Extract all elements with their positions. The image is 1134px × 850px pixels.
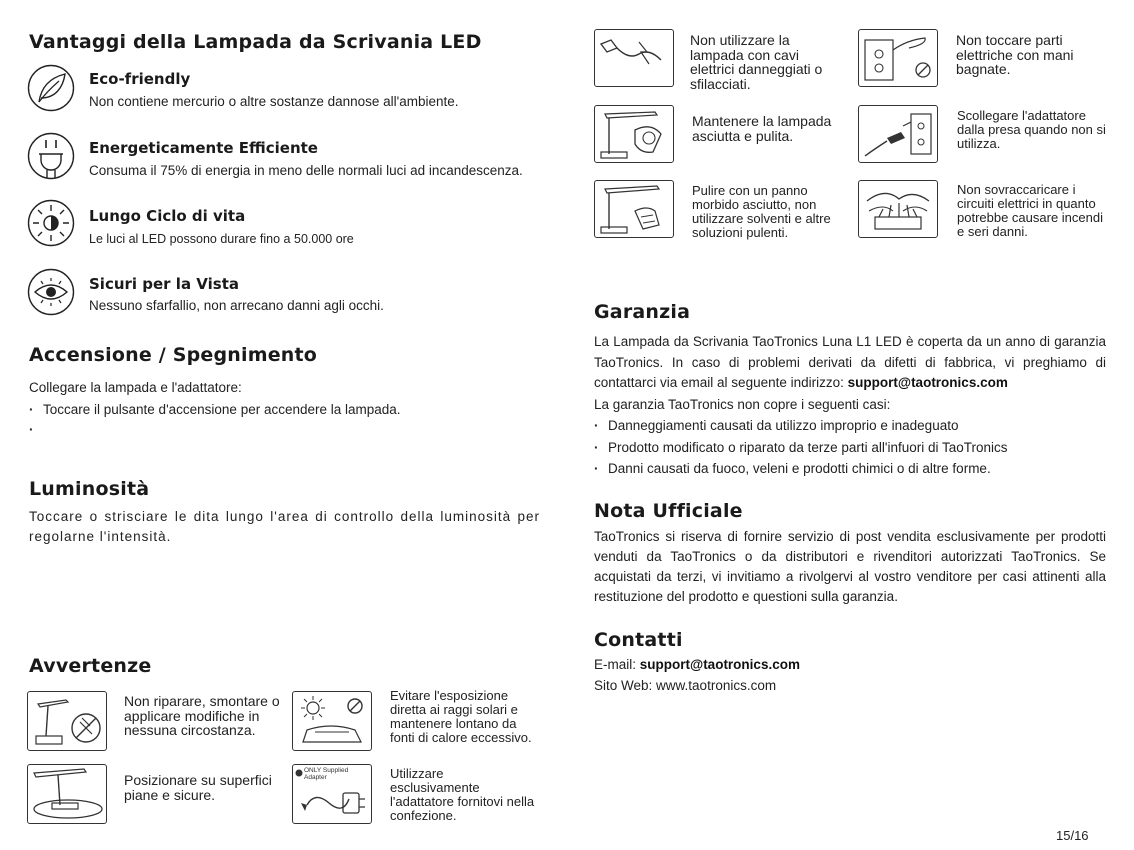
dry-lamp-icon [594,105,674,163]
page-number: 15/16 [1056,828,1089,843]
caution-text: Non toccare parti elettriche con mani bagnate. [956,32,1074,77]
leaf-icon [27,64,75,112]
benefits-title: Vantaggi della Lampada da Scrivania LED [29,31,482,53]
contacts-email-label: E-mail: [594,657,637,672]
power-intro: Collegare la lampada e l'adattatore: [29,380,242,395]
unplug-icon [858,105,938,163]
benefit-text: Consuma il 75% di energia in meno delle normali luci ad incandescenza. [89,163,523,178]
contacts-web-row [594,676,776,696]
benefit-title: Lungo Ciclo di vita [89,207,246,225]
warranty-exclusion-text: Prodotto modificato o riparato da terze parti all'infuori di TaoTronics [608,440,1008,455]
contacts-email[interactable]: support@taotronics.com [639,657,800,672]
benefit-title: Sicuri per la Vista [89,275,239,293]
warranty-exclusion-text: Danni causati da fuoco, veleni e prodotti chimici o di altre forme. [608,461,991,476]
brightness-text: Toccare o strisciare le dita lungo l'area di controllo della luminosità per regolarne l'intensità. [29,509,540,544]
adapter-badge: ONLY Supplied Adapter [304,767,349,781]
warranty-exclusion [594,438,1008,458]
brightness-title: Luminosità [29,478,150,500]
half-sun-icon [27,199,75,247]
benefit-text: Le luci al LED possono durare fino a 50.000 ore [89,232,354,246]
damaged-cable-icon [594,29,674,87]
warranty-body: La Lampada da Scrivania TaoTronics Luna L1 LED è coperta da un anno di garanzia TaoTronics. In caso di problemi derivati da difetti di fabbrica, vi preghiamo di contattarci via email al seguente indirizzo: [594,334,1106,390]
caution-text: Non utilizzare la lampada con cavi elettrici danneggiati o sfilacciati. [690,32,823,92]
wet-hands-icon [858,29,938,87]
warranty-exclusions-intro: La garanzia TaoTronics non copre i seguenti casi: [594,397,891,412]
warranty-exclusion [594,416,958,436]
caution-text: Scollegare l'adattatore dalla presa quando non si utilizza. [957,108,1106,151]
benefit-title: Energeticamente Efficiente [89,139,318,157]
notice-title: Nota Ufficiale [594,500,743,522]
cloth-icon [594,180,674,238]
notice-text: TaoTronics si riserva di fornire servizio di post vendita esclusivamente per prodotti venduti da TaoTronics o da distributori e rivenditori autorizzati TaoTronics. Se acquistati da terzi, vi invitiamo a rivolgervi al vostro venditore per casi attinenti alla restituzione del prodotto e questioni sulla garanzia. [594,529,1106,604]
warranty-title: Garanzia [594,301,691,323]
power-title: Accensione / Spegnimento [29,344,318,366]
caution-text: Mantenere la lampada asciutta e pulita. [692,113,832,144]
contacts-web-label: Sito Web: [594,678,653,693]
no-repair-icon [27,691,107,751]
overload-icon [858,180,938,238]
warranty-exclusion-text: Danneggiamenti causati da utilizzo improprio e inadeguato [608,418,959,433]
flat-surface-icon [27,764,107,824]
eye-icon [27,268,75,316]
contacts-web[interactable]: www.taotronics.com [656,678,777,693]
contacts-email-row [594,655,800,675]
warranty-exclusion [594,459,991,479]
contacts-title: Contatti [594,629,683,651]
power-bullet-empty [29,420,43,440]
warning-text: Non riparare, smontare o applicare modifiche in nessuna circostanza. [124,693,280,738]
warning-text: Posizionare su superfici piane e sicure. [124,772,272,803]
warnings-title: Avvertenze [29,655,152,677]
caution-text: Non sovraccaricare i circuiti elettrici in quanto potrebbe causare incendi e seri danni. [957,182,1103,239]
no-sun-icon [292,691,372,751]
benefit-text: Non contiene mercurio o altre sostanze dannose all'ambiente. [89,94,459,109]
warranty-email[interactable]: support@taotronics.com [847,375,1008,390]
warranty-text [594,332,1106,394]
benefit-title: Eco-friendly [89,70,191,88]
warning-text: Evitare l'esposizione diretta ai raggi solari e mantenere lontano da fonti di calore eccessivo. [390,688,532,745]
benefit-text: Nessuno sfarfallio, non arrecano danni agli occhi. [89,298,384,313]
power-bullet-text: Toccare il pulsante d'accensione per accendere la lampada. [43,402,401,417]
warning-text: Utilizzare esclusivamente l'adattatore fornitovi nella confezione. [390,766,535,823]
caution-text: Pulire con un panno morbido asciutto, non utilizzare solventi e altre soluzioni pulenti. [692,183,831,240]
power-bullet [29,400,401,420]
plug-icon [27,132,75,180]
